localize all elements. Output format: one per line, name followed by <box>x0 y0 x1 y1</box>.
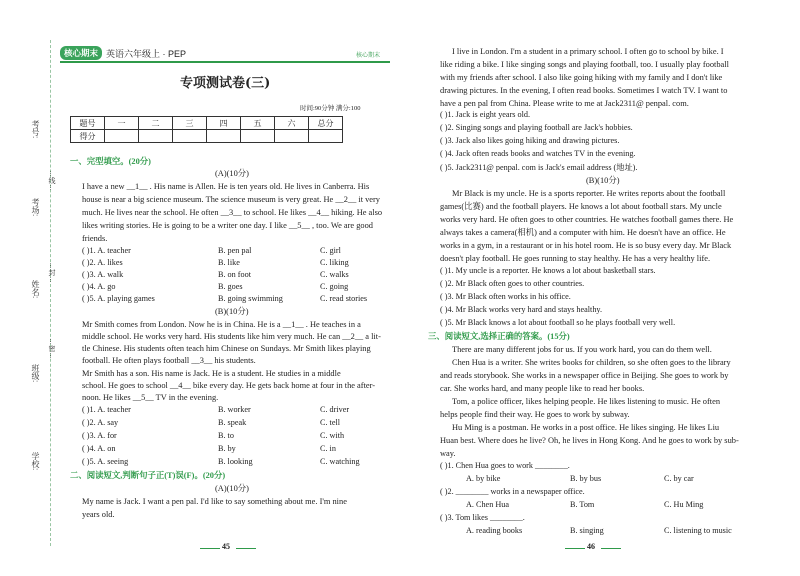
section-1-heading: 一、完型填空。(20分) <box>70 157 151 166</box>
side-label-room: 考场: <box>31 198 40 217</box>
option-b[interactable]: B. worker <box>218 405 251 414</box>
passage-3-line: way. <box>440 449 456 458</box>
tf-question[interactable]: ( )5. Jack2311@ penpal. com is Jack's email address (地址). <box>440 163 638 172</box>
score-cell[interactable] <box>207 130 241 143</box>
score-cell: 总分 <box>309 117 343 130</box>
header-tag: 核心期末 <box>356 53 381 59</box>
score-table <box>70 116 343 143</box>
passage-3-line: Chen Hua is a writer. She writes books for children, so she often goes to the library <box>452 358 731 367</box>
score-cell[interactable] <box>275 130 309 143</box>
question-stem[interactable]: ( )3. A. walk <box>82 270 124 279</box>
passage-a2-line: I live in London. I'm a student in a primary school. I often go to school by bike. I <box>452 47 724 56</box>
option-b[interactable]: B. speak <box>218 418 247 427</box>
passage-3-line: and reads storybook. She works in a newspaper office in Beijing. She goes to work by <box>440 371 729 380</box>
passage-b2-line: works very hard. He often goes to other countries. He watches football games there. He <box>440 215 734 224</box>
option-b[interactable]: B. looking <box>218 457 253 466</box>
score-cell: 题号 <box>71 117 105 130</box>
page-ornament <box>200 548 220 549</box>
tf-question[interactable]: ( )4. Jack often reads books and watches TV in the evening. <box>440 149 636 158</box>
question-stem[interactable]: ( )5. A. seeing <box>82 457 129 466</box>
option-b[interactable]: B. Tom <box>570 500 595 509</box>
option-b[interactable]: B. by <box>218 444 236 453</box>
tf-question[interactable]: ( )1. My uncle is a reporter. He knows a lot about basketball stars. <box>440 266 656 275</box>
question-stem[interactable]: ( )1. A. teacher <box>82 405 131 414</box>
passage-b2-line: Mr Black is my uncle. He is a sports reporter. He writes reports about the football <box>452 189 726 198</box>
score-row-score <box>71 130 343 143</box>
passage-a-line: friends. <box>82 234 108 243</box>
option-c[interactable]: C. driver <box>320 405 350 414</box>
option-b[interactable]: B. like <box>218 258 240 267</box>
question-stem[interactable]: ( )4. A. on <box>82 444 116 453</box>
passage-3-line: car. She works hard, and many people like to read her books. <box>440 384 645 393</box>
option-b[interactable]: B. going swimming <box>218 294 283 303</box>
passage-3-line: There are many different jobs for us. If you work hard, you can do them well. <box>452 345 712 354</box>
passage-b2-line: games(比赛) and the football players. He knows a lot about football stars. My uncle <box>440 202 722 211</box>
question-stem[interactable]: ( )3. Tom likes ________. <box>440 513 525 522</box>
passage-3-line: Hu Ming is a postman. He works in a post office. He likes singing. He likes Liu <box>452 423 720 432</box>
option-c[interactable]: C. with <box>320 431 345 440</box>
option-b[interactable]: B. singing <box>570 526 604 535</box>
tf-question[interactable]: ( )5. Mr Black knows a lot about football so he plays football very well. <box>440 318 676 327</box>
score-cell[interactable] <box>173 130 207 143</box>
passage-a-line: I have a new __1__ . His name is Allen. He is ten years old. He lives in Canberra. His <box>82 182 370 191</box>
option-c[interactable]: C. in <box>320 444 336 453</box>
page-ornament <box>565 548 585 549</box>
time-score-meta: 时间:90分钟 满分:100 <box>300 105 361 112</box>
passage-b-line: noon. He likes __5__ TV in the evening. <box>82 393 219 402</box>
section-3-heading: 三、阅读短文,选择正确的答案。(15分) <box>428 332 570 341</box>
score-cell[interactable] <box>241 130 275 143</box>
passage-b2-line: works in a gym, in a restaurant or in his hotel room. He is so busy every day. Mr Black <box>440 241 732 250</box>
page-number-left: 45 <box>222 542 230 551</box>
passage-3-line: Tom, a police officer, likes helping people. He likes listening to music. He often <box>452 397 721 406</box>
binding-line <box>50 40 51 546</box>
option-a[interactable]: A. Chen Hua <box>466 500 509 509</box>
option-c[interactable]: C. by car <box>664 474 694 483</box>
passage-b-line: school. He goes to school __4__ bike every day. He gets back home at four in the after- <box>82 381 376 390</box>
question-stem[interactable]: ( )1. Chen Hua goes to work ________. <box>440 461 570 470</box>
score-cell[interactable] <box>139 130 173 143</box>
score-cell[interactable] <box>105 130 139 143</box>
part-b2-heading: (B)(10分) <box>586 176 620 185</box>
tf-question[interactable]: ( )2. Singing songs and playing football are Jack's hobbies. <box>440 123 633 132</box>
question-stem[interactable]: ( )5. A. playing games <box>82 294 155 303</box>
passage-a-line: much. He lives near the school. He often __3__ to school. He likes __4__ hiking. He also <box>82 208 383 217</box>
passage-b-line: Mr Smith comes from London. Now he is in China. He is a __1__ . He teaches in a <box>82 320 361 329</box>
tf-question[interactable]: ( )1. Jack is eight years old. <box>440 110 531 119</box>
passage-a2-line: like riding a bike. I like singing songs and playing football, too. I usually play football <box>440 60 729 69</box>
logo-badge: 核心期末 <box>60 46 102 60</box>
question-stem[interactable]: ( )3. A. for <box>82 431 117 440</box>
tf-question[interactable]: ( )3. Jack also likes going hiking and drawing pictures. <box>440 136 620 145</box>
question-stem[interactable]: ( )2. A. likes <box>82 258 123 267</box>
score-cell: 得分 <box>71 130 105 143</box>
series-logo <box>60 46 186 60</box>
side-mark-line: …线… <box>48 170 55 191</box>
score-cell: 三 <box>173 117 207 130</box>
passage-b-line: Mr Smith has a son. His name is Jack. He is a student. He studies in a middle <box>82 369 341 378</box>
option-a[interactable]: A. reading books <box>466 526 523 535</box>
question-stem[interactable]: ( )1. A. teacher <box>82 246 131 255</box>
option-b[interactable]: B. pen pal <box>218 246 252 255</box>
option-c[interactable]: C. read stories <box>320 294 368 303</box>
option-a[interactable]: A. by bike <box>466 474 501 483</box>
passage-a2-line: years old. <box>82 510 115 519</box>
side-label-exam-no: 考号: <box>31 120 40 139</box>
score-cell: 四 <box>207 117 241 130</box>
side-mark-secret: …密… <box>48 338 55 359</box>
tf-question[interactable]: ( )3. Mr Black often works in his office. <box>440 292 571 301</box>
part-a2-heading: (A)(10分) <box>215 484 249 493</box>
score-cell: 二 <box>139 117 173 130</box>
header-rule-left <box>60 61 390 63</box>
option-c[interactable]: C. listening to music <box>664 526 732 535</box>
option-c[interactable]: C. Hu Ming <box>664 500 704 509</box>
passage-a2-line: have a pen pal from China. Please write to me at Jack2311@ penpal. com. <box>440 99 689 108</box>
side-mark-seal: …封… <box>48 262 55 283</box>
passage-3-line: helps people find their way. He goes to work by subway. <box>440 410 630 419</box>
option-b[interactable]: B. goes <box>218 282 243 291</box>
part-b-heading: (B)(10分) <box>215 307 249 316</box>
option-c[interactable]: C. watching <box>320 457 360 466</box>
section-2-heading: 二、阅读短文,判断句子正(T)误(F)。(20分) <box>70 471 226 480</box>
option-c[interactable]: C. tell <box>320 418 341 427</box>
question-stem[interactable]: ( )2. ________ works in a newspaper office. <box>440 487 585 496</box>
question-stem[interactable]: ( )2. A. say <box>82 418 119 427</box>
page-title: 专项测试卷(三) <box>180 76 271 91</box>
passage-a-line: house is near a big science museum. The science museum is very great. He __2__ it very <box>82 195 380 204</box>
passage-b-line: middle school. He works very hard. His students like him very much. He can __2__ a lit- <box>82 332 381 341</box>
passage-b2-line: always takes a camera(相机) and a computer with him. He doesn't have an office. He <box>440 228 726 237</box>
side-label-class: 班级: <box>31 364 40 383</box>
passage-b-line: football. He often plays football __3__ his students. <box>82 356 256 365</box>
question-stem[interactable]: ( )4. A. go <box>82 282 116 291</box>
passage-a2-line: drawing pictures. In the evening, I often read books. Sometimes I watch TV. I want to <box>440 86 728 95</box>
option-c[interactable]: C. going <box>320 282 349 291</box>
side-label-school: 学校: <box>31 452 40 471</box>
tf-question[interactable]: ( )2. Mr Black often goes to other countries. <box>440 279 585 288</box>
option-c[interactable]: C. walks <box>320 270 349 279</box>
option-c[interactable]: C. girl <box>320 246 341 255</box>
series-name: 英语六年级上 · PEP <box>106 48 187 59</box>
page-ornament <box>236 548 256 549</box>
score-cell: 五 <box>241 117 275 130</box>
passage-a2-line: with my friends after school. I also like going hiking with my family and I don't like <box>440 73 723 82</box>
option-b[interactable]: B. to <box>218 431 234 440</box>
score-cell[interactable] <box>309 130 343 143</box>
option-b[interactable]: B. by bus <box>570 474 602 483</box>
page-number-right: 46 <box>587 542 595 551</box>
passage-a2-line: My name is Jack. I want a pen pal. I'd like to say something about me. I'm nine <box>82 497 347 506</box>
tf-question[interactable]: ( )4. Mr Black works very hard and stays healthy. <box>440 305 603 314</box>
score-cell: 一 <box>105 117 139 130</box>
part-a-heading: (A)(10分) <box>215 169 249 178</box>
passage-b-line: tle Chinese. His students often teach him Chinese on Sundays. Mr Smith likes playing <box>82 344 371 353</box>
score-row-header <box>71 117 343 130</box>
option-b[interactable]: B. on foot <box>218 270 251 279</box>
page-ornament <box>601 548 621 549</box>
passage-3-line: Huan best. Where does he live? Oh, he lives in Hong Kong. And he goes to work by sub- <box>440 436 739 445</box>
score-cell: 六 <box>275 117 309 130</box>
side-label-name: 姓名: <box>31 280 40 299</box>
passage-a-line: likes writing stories. He is going to be a writer one day. I like __5__ , too. We are good <box>82 221 373 230</box>
passage-b2-line: doesn't play football. He goes running to stay healthy. He has a very healthy life. <box>440 254 711 263</box>
option-c[interactable]: C. liking <box>320 258 349 267</box>
